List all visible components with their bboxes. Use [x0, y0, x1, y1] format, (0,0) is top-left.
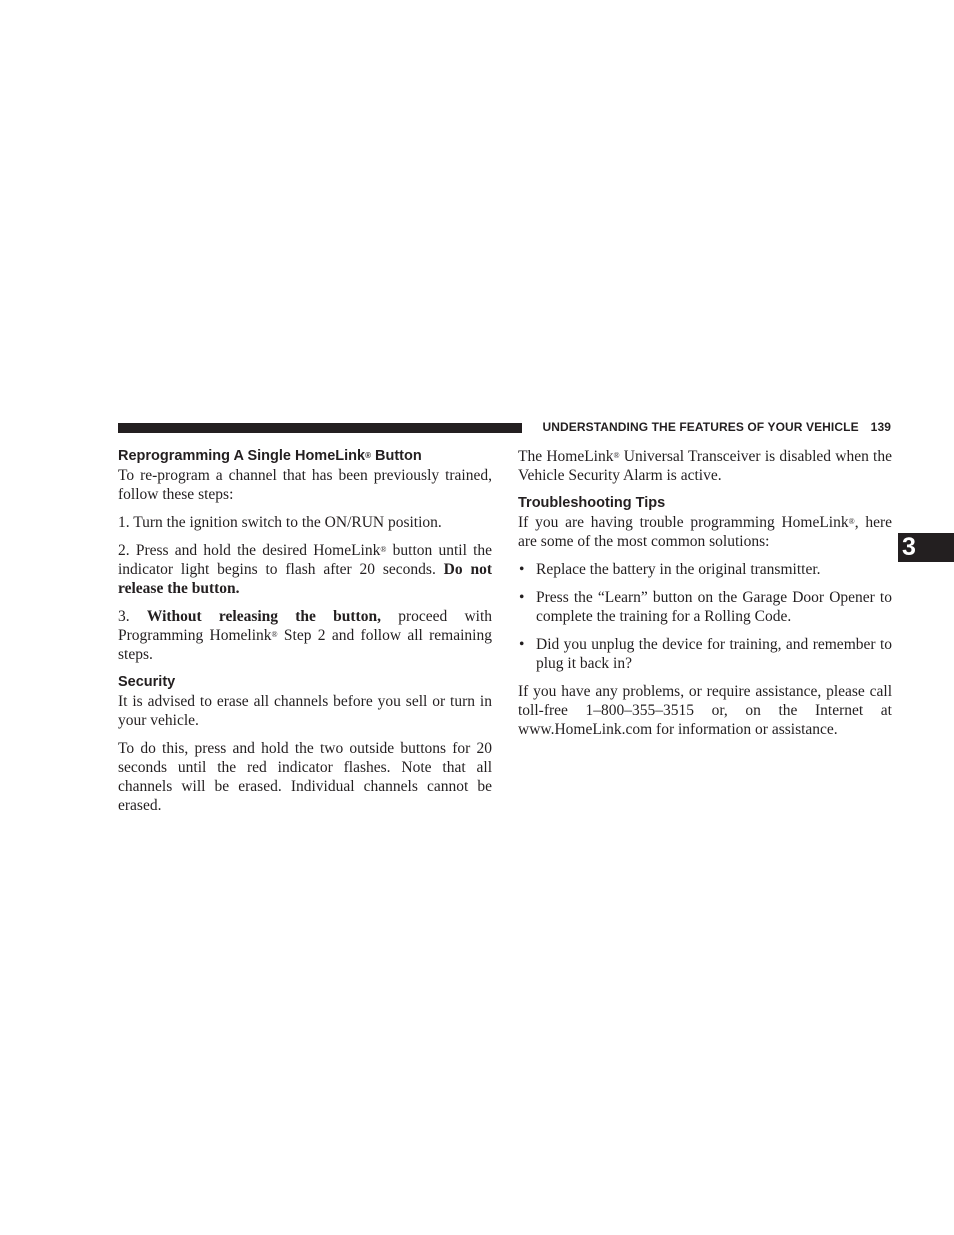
page-number: 139 — [870, 420, 891, 434]
troubleshooting-list — [518, 560, 892, 673]
running-header — [531, 419, 891, 435]
step-2: 2. Press and hold the desired HomeLink® button until the indicator light begins to flash after 20 seconds. Do not release the button. — [118, 542, 493, 597]
step-3: 3. Without releasing the button, proceed with Programming Homelink® Step 2 and follow all remaining steps. — [118, 608, 493, 663]
security-paragraph-2: To do this, press and hold the two outside buttons for 20 seconds until the red indicator flashes. Note that all channels will be erased. Individual channels cannot be erased. — [118, 740, 492, 814]
disabled-note: The HomeLink® Universal Transceiver is disabled when the Vehicle Security Alarm is active. — [518, 448, 892, 484]
list-item: • Press the “Learn” button on the Garage Door Opener to complete the training for a Rolling Code. — [519, 589, 892, 625]
reprogramming-heading: Reprogramming A Single HomeLink® Button — [118, 448, 422, 464]
list-item: • Did you unplug the device for training, and remember to plug it back in? — [519, 636, 892, 672]
bullet-icon: • — [519, 561, 525, 578]
left-column — [118, 447, 492, 824]
troubleshooting-intro: If you are having trouble programming HomeLink®, here are some of the most common solutions: — [518, 514, 892, 550]
chapter-tab: 3 — [898, 533, 954, 562]
troubleshooting-heading: Troubleshooting Tips — [518, 495, 666, 511]
step-1: 1. Turn the ignition switch to the ON/RUN position. — [118, 514, 442, 531]
security-heading: Security — [118, 674, 176, 690]
security-paragraph-1: It is advised to erase all channels before you sell or turn in your vehicle. — [118, 693, 492, 729]
header-title: UNDERSTANDING THE FEATURES OF YOUR VEHICLE — [542, 420, 859, 434]
reprogramming-intro: To re-program a channel that has been previously trained, follow these steps: — [118, 467, 492, 503]
list-item: • Replace the battery in the original transmitter. — [519, 561, 821, 578]
bullet-icon: • — [519, 636, 525, 653]
bullet-icon: • — [519, 589, 525, 606]
right-column — [518, 447, 892, 748]
header-rule — [118, 423, 522, 433]
contact-paragraph: If you have any problems, or require assistance, please call toll-free 1–800–355–3515 or, on the Internet at www.HomeLink.com for information or assistance. — [518, 683, 892, 738]
